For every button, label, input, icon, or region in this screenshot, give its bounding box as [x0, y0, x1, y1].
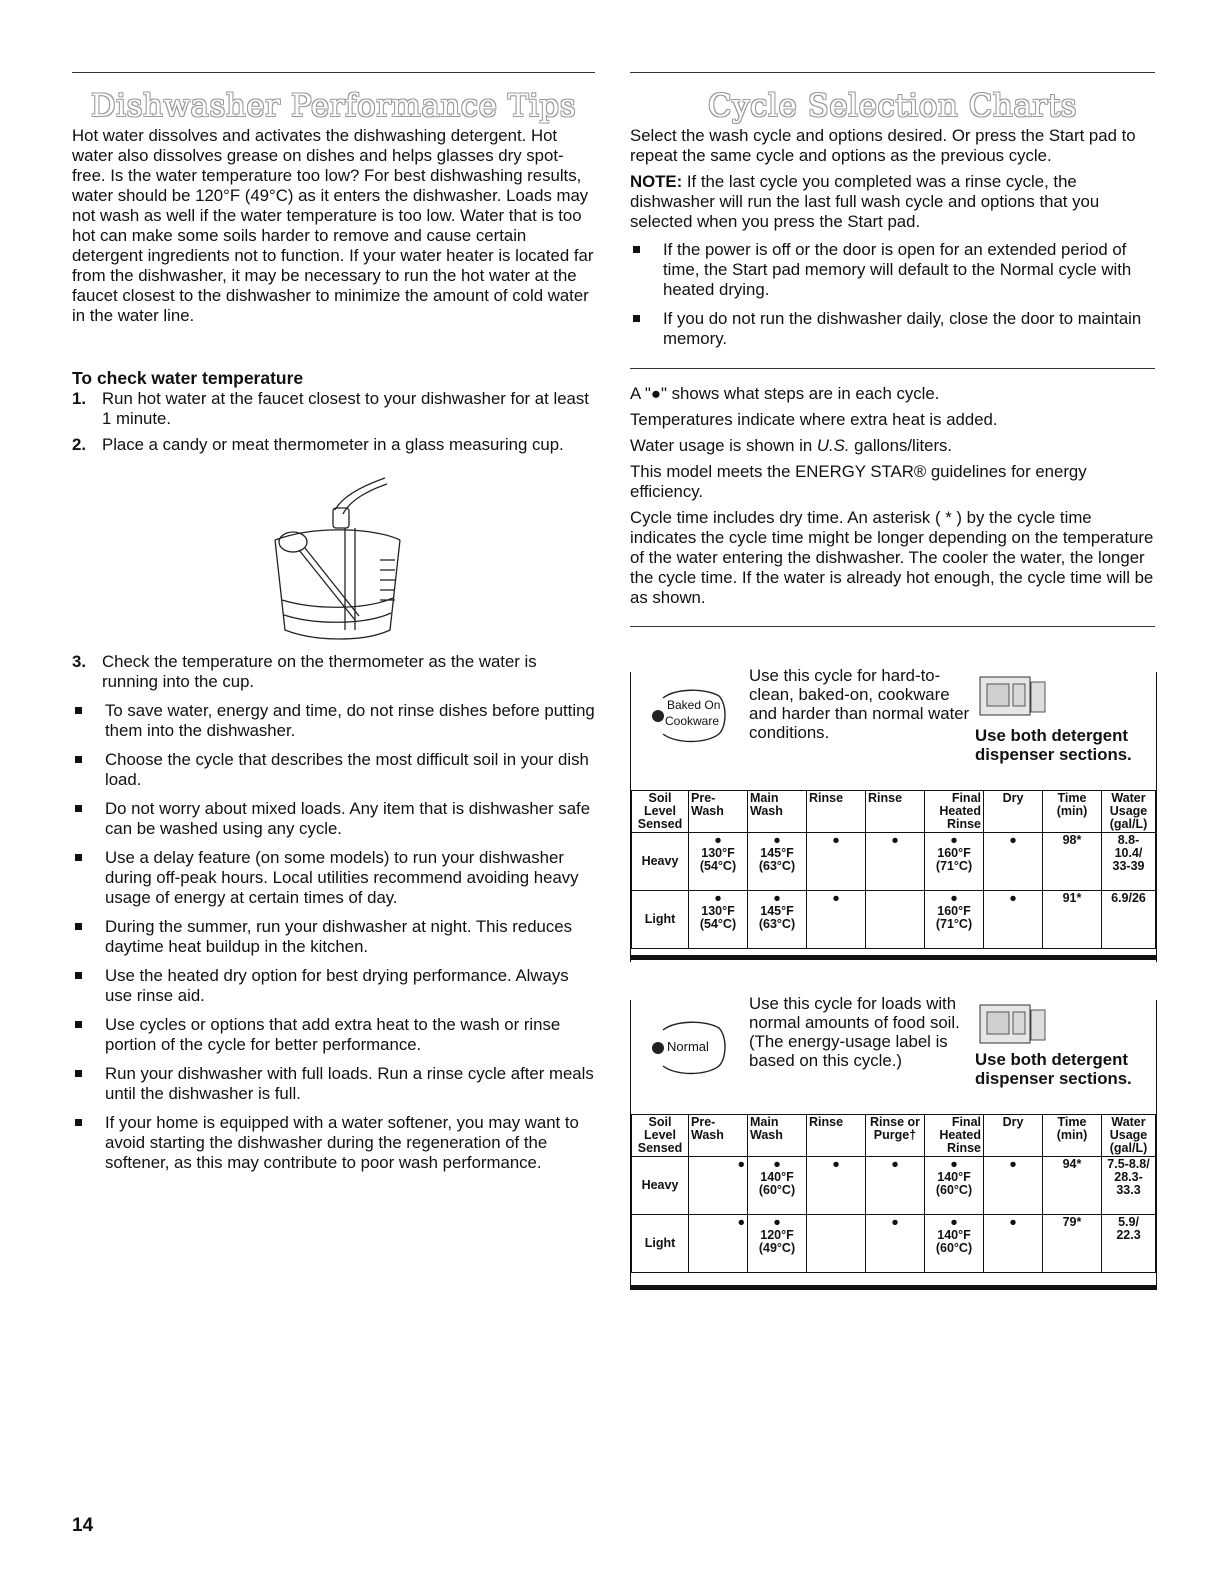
col-header: Pre-Wash	[689, 1115, 748, 1157]
right-mid-rule	[630, 368, 1155, 369]
col-header: Water Usage (gal/L)	[1102, 791, 1156, 833]
col-header: Soil Level Sensed	[632, 1115, 689, 1157]
table-row	[632, 1157, 1156, 1215]
table-cell	[807, 1215, 866, 1273]
table-cell: 8.8- 10.4/ 33-39	[1102, 833, 1156, 891]
step-number: 3.	[72, 652, 86, 671]
table-cell: ●	[984, 1215, 1043, 1273]
bullet-square-icon	[75, 756, 82, 763]
step-item	[72, 389, 595, 429]
step-number: 1.	[72, 389, 86, 408]
col-header: Dry	[984, 1115, 1043, 1157]
check-temp-heading: To check water temperature	[72, 368, 304, 388]
step-text: Run hot water at the faucet closest to your dishwasher for at least 1 minute.	[102, 389, 589, 428]
use-both-note: Use both detergent dispenser sections.	[975, 726, 1132, 764]
cycle-table	[631, 790, 1156, 949]
page-number: 14	[72, 1515, 94, 1536]
table-row	[632, 891, 1156, 949]
measuring-cup-icon	[255, 470, 415, 645]
col-header: Rinse	[807, 1115, 866, 1157]
tip-item	[72, 1015, 595, 1055]
bullet-square-icon	[75, 1021, 82, 1028]
left-intro: Hot water dissolves and activates the dishwashing detergent. Hot water also dissolves grease on dishes and helps glasses dry spot-free. Is the water temperature too low? For best dishwashing results, water should be 120°F (49°C) as it enters the dishwasher. Loads may not wash as well if the water temperature is too low. Water that is too hot can make some soils harder to remove and cause certain detergent ingredients not to function. If your water heater is located far from the dishwasher, it may be necessary to run the hot water at the faucet closest to the dishwasher to minimize the amount of cold water in the water line.	[72, 126, 594, 325]
step-item	[72, 435, 595, 455]
normal-badge	[641, 1018, 741, 1078]
table-cell: 91*	[1043, 891, 1102, 949]
col-header: Final Heated Rinse	[925, 791, 984, 833]
detergent-dispenser-icon	[979, 1004, 1049, 1053]
row-label: Heavy	[632, 1157, 689, 1215]
table-cell	[866, 891, 925, 949]
legend-dot: A "●" shows what steps are in each cycle.	[630, 384, 940, 403]
col-header: Final Heated Rinse	[925, 1115, 984, 1157]
table-header-row	[632, 1115, 1156, 1157]
table-cell: ●	[807, 833, 866, 891]
row-label: Light	[632, 1215, 689, 1273]
col-header: Rinse	[807, 791, 866, 833]
legend-water-post: gallons/liters.	[849, 436, 953, 455]
bullet-square-icon	[75, 923, 82, 930]
table-cell: ● 140°F (60°C)	[925, 1215, 984, 1273]
table-cell: ● 140°F (60°C)	[925, 1157, 984, 1215]
bullet-square-icon	[75, 805, 82, 812]
table-cell: ● 145°F (63°C)	[748, 891, 807, 949]
table-cell: ●	[866, 1157, 925, 1215]
table-cell: 6.9/26	[1102, 891, 1156, 949]
legend-temp: Temperatures indicate where extra heat is added.	[630, 410, 998, 429]
tip-text: During the summer, run your dishwasher at night. This reduces daytime heat buildup in the kitchen.	[105, 917, 572, 956]
memory-bullet	[630, 240, 1155, 300]
bullet-square-icon	[75, 972, 82, 979]
table-cell: 94*	[1043, 1157, 1102, 1215]
col-header: Time (min)	[1043, 1115, 1102, 1157]
left-section-title: Dishwasher Performance Tips	[90, 88, 577, 124]
bullet-square-icon	[633, 246, 640, 253]
col-header: Water Usage (gal/L)	[1102, 1115, 1156, 1157]
legend-block	[630, 384, 1155, 614]
tip-text: Choose the cycle that describes the most difficult soil in your dish load.	[105, 750, 589, 789]
badge-line-2: Cookware	[665, 714, 720, 728]
col-header: Main Wash	[748, 791, 807, 833]
table-cell: ● 160°F (71°C)	[925, 891, 984, 949]
cycle-description: Use this cycle for hard-to-clean, baked-on, cookware and harder than normal water conditions.	[749, 666, 970, 742]
memory-bullet-text: If you do not run the dishwasher daily, close the door to maintain memory.	[663, 309, 1142, 348]
col-header: Rinse	[866, 791, 925, 833]
steps-3-and-tips	[72, 652, 595, 1182]
col-header: Dry	[984, 791, 1043, 833]
tip-item	[72, 848, 595, 908]
legend-water-pre: Water usage is shown in	[630, 436, 817, 455]
legend-water-us: U.S.	[816, 436, 850, 455]
table-cell: ● 120°F (49°C)	[748, 1215, 807, 1273]
baked-on-cookware-badge	[641, 686, 741, 746]
table-cell: ● 130°F (54°C)	[689, 833, 748, 891]
col-header: Pre-Wash	[689, 791, 748, 833]
chart-bottom-bar	[631, 955, 1156, 960]
memory-bullet-text: If the power is off or the door is open for an extended period of time, the Start pad memory will default to the Normal cycle with heated drying.	[663, 240, 1132, 299]
tip-text: Use the heated dry option for best drying performance. Always use rinse aid.	[105, 966, 569, 1005]
tip-text: Do not worry about mixed loads. Any item that is dishwasher safe can be washed using any cycle.	[105, 799, 591, 838]
right-top-rule	[630, 72, 1155, 73]
legend-cycle-time: Cycle time includes dry time. An asterisk ( * ) by the cycle time indicates the cycle time might be longer depending on the temperature of the water entering the dishwasher. The cooler the water, the longer the cycle time. If the water is already hot enough, the cycle time will be as shown.	[630, 508, 1154, 607]
bullet-square-icon	[75, 854, 82, 861]
detergent-dispenser-icon	[979, 676, 1049, 725]
table-cell: ●	[984, 833, 1043, 891]
table-cell: ● 160°F (71°C)	[925, 833, 984, 891]
note-text: If the last cycle you completed was a rinse cycle, the dishwasher will run the last full wash cycle and options that you selected when you press the Start pad.	[630, 172, 1100, 231]
tip-item	[72, 966, 595, 1006]
table-cell: ●	[866, 1215, 925, 1273]
legend-energy-star: This model meets the ENERGY STAR® guidelines for energy efficiency.	[630, 462, 1087, 501]
tip-item	[72, 750, 595, 790]
badge-line-1: Baked On	[667, 698, 721, 712]
left-top-rule	[72, 72, 595, 73]
table-header-row	[632, 791, 1156, 833]
tip-text: To save water, energy and time, do not rinse dishes before putting them into the dishwasher.	[105, 701, 595, 740]
table-cell: ● 145°F (63°C)	[748, 833, 807, 891]
bullet-square-icon	[633, 315, 640, 322]
legend-water	[630, 436, 1155, 456]
row-label: Heavy	[632, 833, 689, 891]
use-both-note: Use both detergent dispenser sections.	[975, 1050, 1132, 1088]
table-row	[632, 833, 1156, 891]
note-label: NOTE:	[630, 172, 683, 191]
row-label: Light	[632, 891, 689, 949]
cycle-table	[631, 1114, 1156, 1273]
table-cell: ●	[984, 1157, 1043, 1215]
steps-1-2	[72, 389, 595, 461]
tip-item	[72, 1064, 595, 1104]
table-cell: 79*	[1043, 1215, 1102, 1273]
tip-text: If your home is equipped with a water softener, you may want to avoid starting the dishwasher during the regeneration of the softener, as this may contribute to poor wash performance.	[105, 1113, 579, 1172]
table-cell: ●	[866, 833, 925, 891]
step-number: 2.	[72, 435, 86, 454]
tip-text: Use a delay feature (on some models) to run your dishwasher during off-peak hours. Local utilities recommend avoiding heavy usage of energy at certain times of day.	[105, 848, 579, 907]
table-cell: ● 130°F (54°C)	[689, 891, 748, 949]
right-lower-rule	[630, 626, 1155, 627]
table-cell: 98*	[1043, 833, 1102, 891]
tip-item	[72, 799, 595, 839]
table-cell: ● 140°F (60°C)	[748, 1157, 807, 1215]
table-cell: ●	[984, 891, 1043, 949]
bullet-square-icon	[75, 1119, 82, 1126]
tip-text: Run your dishwasher with full loads. Run a rinse cycle after meals until the dishwasher is full.	[105, 1064, 594, 1103]
tip-item	[72, 1113, 595, 1173]
right-intro: Select the wash cycle and options desired. Or press the Start pad to repeat the same cycle and options as the previous cycle.	[630, 126, 1136, 165]
chart-bottom-bar	[631, 1285, 1156, 1290]
note-paragraph	[630, 172, 1155, 232]
table-cell: 7.5-8.8/ 28.3- 33.3	[1102, 1157, 1156, 1215]
table-row	[632, 1215, 1156, 1273]
step-text: Check the temperature on the thermometer as the water is running into the cup.	[102, 652, 537, 691]
step-item	[72, 652, 595, 692]
cycle-description: Use this cycle for loads with normal amounts of food soil. (The energy-usage label is based on this cycle.)	[749, 994, 960, 1070]
tip-text: Use cycles or options that add extra heat to the wash or rinse portion of the cycle for better performance.	[105, 1015, 561, 1054]
thermometer-cup-illustration	[255, 470, 415, 645]
bullet-square-icon	[75, 1070, 82, 1077]
step-text: Place a candy or meat thermometer in a glass measuring cup.	[102, 435, 564, 454]
col-header: Rinse or Purge†	[866, 1115, 925, 1157]
col-header: Soil Level Sensed	[632, 791, 689, 833]
cycle-chart-normal	[630, 994, 1157, 1290]
tip-item	[72, 917, 595, 957]
table-cell: ●	[689, 1215, 748, 1273]
right-intro-block	[630, 126, 1155, 358]
cycle-chart-baked-on	[630, 666, 1157, 962]
memory-bullet	[630, 309, 1155, 349]
table-cell: 5.9/ 22.3	[1102, 1215, 1156, 1273]
col-header: Main Wash	[748, 1115, 807, 1157]
badge-line-1: Normal	[667, 1039, 709, 1054]
table-cell: ●	[689, 1157, 748, 1215]
table-cell: ●	[807, 1157, 866, 1215]
tip-item	[72, 701, 595, 741]
bullet-square-icon	[75, 707, 82, 714]
table-cell: ●	[807, 891, 866, 949]
col-header: Time (min)	[1043, 791, 1102, 833]
right-section-title: Cycle Selection Charts	[707, 88, 1078, 124]
